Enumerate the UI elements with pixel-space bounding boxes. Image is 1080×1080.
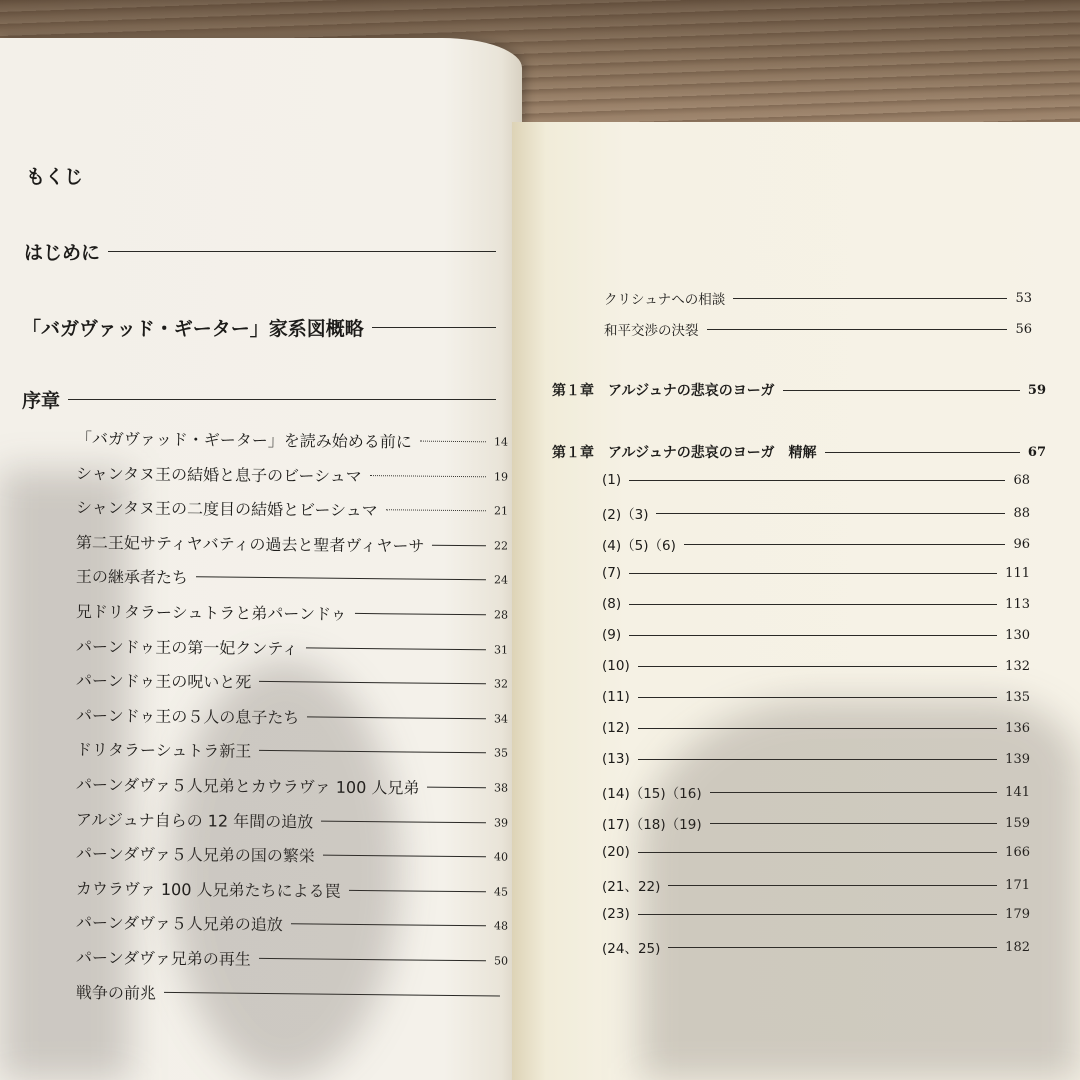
leader-line [684,544,1006,545]
toc-entry-page: 96 [1013,536,1030,552]
leader-line [668,885,997,886]
toc-entry [76,876,508,904]
toc-entry [602,782,1030,802]
toc-entry-label: パーンダヴァ兄弟の再生 [75,948,251,969]
leader-line [372,327,496,328]
toc-entry [602,720,1030,736]
toc-entry-label: パーンダヴァ５人兄弟の国の繁栄 [75,844,315,866]
toc-entry-page: 171 [1005,877,1030,893]
toc-entry-label: (7) [602,565,622,581]
toc-entry [602,906,1030,922]
toc-entry-page: 40 [493,850,509,864]
leader-line [707,329,1008,330]
toc-entry-label: (2)（3) [602,507,649,523]
toc-entry-page: 67 [1027,444,1046,460]
toc-heading-intro [24,238,504,265]
toc-entry [76,703,508,731]
toc-entry-label: (4)（5)（6) [602,538,676,554]
toc-entry [76,841,508,869]
toc-entry-page: 132 [1005,658,1030,674]
toc-entry [76,564,508,592]
toc-entry-label: シャンタヌ王の二度目の結婚とビーシュマ [75,498,378,521]
toc-entry-label: 和平交渉の決裂 [604,323,699,339]
leader-line [323,855,486,858]
leader-line [629,573,997,574]
toc-entry-label: シャンタヌ王の結婚と息子のビーシュマ [75,463,362,486]
leader-line [164,992,500,997]
leader-line [710,823,998,824]
toc-entry [76,807,508,835]
toc-heading-prologue [22,386,504,413]
toc-entry [76,945,508,973]
toc-entry-page: 182 [1005,939,1030,955]
toc-entry-label: パーンドゥ王の５人の息子たち [75,705,300,728]
leader-line [825,452,1020,453]
toc-entry [76,599,508,627]
toc-entry [76,426,508,454]
toc-entry-page: 135 [1005,689,1030,705]
leader-line [783,390,1020,391]
toc-entry-label: 王の継承者たち [75,567,189,588]
toc-entry-page: 19 [493,469,509,484]
toc-entry [76,461,508,489]
toc-heading-family-tree [22,314,504,341]
toc-entry-label: (21、22) [602,879,661,895]
toc-entry-label: 第１章 アルジュナの悲哀のヨーガ [552,383,775,399]
toc-entry-label: ドリタラーシュトラ新王 [75,740,252,762]
leader-line [306,647,486,650]
leader-line [307,716,486,719]
toc-entry-label: (12) [602,720,630,736]
leader-line [668,947,997,948]
toc-entry-page: 45 [493,885,509,899]
toc-entry [604,319,1032,339]
toc-entry-label: 第二王妃サティヤバティの過去と聖者ヴィヤーサ [75,532,425,556]
toc-entry-label: パーンドゥ王の第一妃クンティ [75,636,299,658]
leader-line [291,924,486,927]
toc-entry [602,751,1030,767]
toc-entry-label: 「バガヴァッド・ギーター」を読み始める前に [75,429,412,452]
leader-line [68,399,496,400]
leader-line [656,513,1005,514]
toc-entry-page: 179 [1005,906,1030,922]
toc-entry [76,980,508,1008]
toc-entry [602,534,1030,554]
toc-entry-label: (9) [602,627,622,643]
toc-entry-page: 48 [493,919,509,933]
leader-line [638,728,997,729]
toc-entry [76,910,508,938]
toc-entry-page: 39 [493,815,509,830]
toc-entry-page: 35 [493,746,509,760]
toc-entry-label: パーンダヴァ５人兄弟の追放 [75,913,283,935]
toc-entry-page: 59 [1027,382,1046,398]
toc-entry-label: カウラヴァ 100 人兄弟たちによる罠 [75,878,341,901]
toc-entry-page: 139 [1005,751,1030,767]
toc-entry [76,530,508,558]
toc-entry-label: パーンダヴァ５人兄弟とカウラヴァ 100 人兄弟 [75,775,420,798]
toc-entry [602,875,1030,895]
toc-entry-label: (1) [602,472,622,488]
leader-line [638,697,997,698]
toc-entry-page: 113 [1005,596,1030,612]
right-page [512,122,1080,1080]
toc-entry-label: (14)（15)（16) [602,786,702,802]
toc-entry-label: (23) [602,906,630,922]
toc-entry [602,627,1030,643]
toc-heading-label: はじめに [24,242,101,264]
toc-entry-page: 68 [1013,472,1030,488]
toc-entry-page: 34 [493,712,509,726]
leader-line [629,480,1005,481]
toc-heading-label: 序章 [22,390,61,412]
left-page [0,38,522,1080]
leader-line [355,613,486,615]
toc-entry-page: 14 [493,435,509,449]
toc-entry-page: 24 [493,573,509,587]
leader-line [629,604,997,605]
toc-entry-page: 141 [1005,784,1030,800]
toc-entry-page: 53 [1015,290,1032,306]
toc-heading-label: 「バガヴァッド・ギーター」家系図概略 [22,318,364,340]
toc-entry-page: 21 [493,504,509,518]
toc-entry-label: 兄ドリタラーシュトラと弟パーンドゥ [75,602,347,624]
toc-entry-label: (8) [602,596,622,612]
toc-entry [602,937,1030,957]
leader-line [196,577,486,581]
toc-entry [76,737,508,765]
leader-line [710,792,998,793]
toc-entry-page: 32 [493,677,509,691]
toc-entry-page: 31 [493,642,509,657]
leader-dots [370,475,486,477]
toc-entry [602,844,1030,860]
leader-dots [420,441,486,443]
toc-entry-label: (24、25) [602,941,661,957]
toc-entry-page: 88 [1013,505,1030,521]
toc-entry [602,689,1030,705]
toc-entry-label: 戦争の前兆 [75,982,157,1003]
toc-entry [76,668,508,696]
leader-line [638,914,997,915]
toc-entry-page: 56 [1015,321,1032,337]
leader-line [638,666,997,667]
toc-entry [76,634,508,662]
leader-line [108,251,496,252]
toc-entry-page: 38 [493,781,509,795]
leader-line [321,820,486,823]
toc-entry-label: 第１章 アルジュナの悲哀のヨーガ 精解 [552,445,817,461]
leader-line [427,787,486,789]
leader-line [432,545,486,547]
leader-line [259,681,486,684]
toc-entry-label: (13) [602,751,630,767]
toc-entry-label: クリシュナへの相談 [604,292,726,308]
toc-entry [552,380,1046,400]
toc-entry [552,442,1046,462]
toc-entry-page: 28 [493,608,509,622]
toc-entry-label: アルジュナ自らの 12 年間の追放 [75,809,314,832]
toc-title-text: もくじ [26,166,84,188]
toc-entry-label: (10) [602,658,630,674]
leader-line [259,958,486,961]
toc-entry-label: (17)（18)（19) [602,817,702,833]
toc-entry [602,658,1030,674]
toc-entry [602,813,1030,833]
toc-entry [602,596,1030,612]
toc-entry-page: 22 [493,539,509,553]
toc-entry-page: 130 [1005,627,1030,643]
leader-line [349,890,486,892]
toc-entry-page: 111 [1005,565,1030,581]
leader-dots [386,509,486,511]
leader-line [629,635,997,636]
toc-entry-label: (20) [602,844,630,860]
toc-title [26,162,83,189]
toc-entry [604,288,1032,308]
toc-entry-label: (11) [602,689,630,705]
toc-entry [602,565,1030,581]
leader-line [259,750,486,753]
leader-line [638,852,997,853]
toc-entry-page: 166 [1005,844,1030,860]
toc-entry [602,472,1030,488]
toc-entry-page: 159 [1005,815,1030,831]
toc-entry [602,503,1030,523]
toc-entry [76,772,508,800]
toc-entry [76,495,508,523]
leader-line [733,298,1007,299]
toc-entry-page: 50 [493,954,509,968]
leader-line [638,759,997,760]
toc-entry-page: 136 [1005,720,1030,736]
toc-entry-label: パーンドゥ王の呪いと死 [75,671,252,693]
